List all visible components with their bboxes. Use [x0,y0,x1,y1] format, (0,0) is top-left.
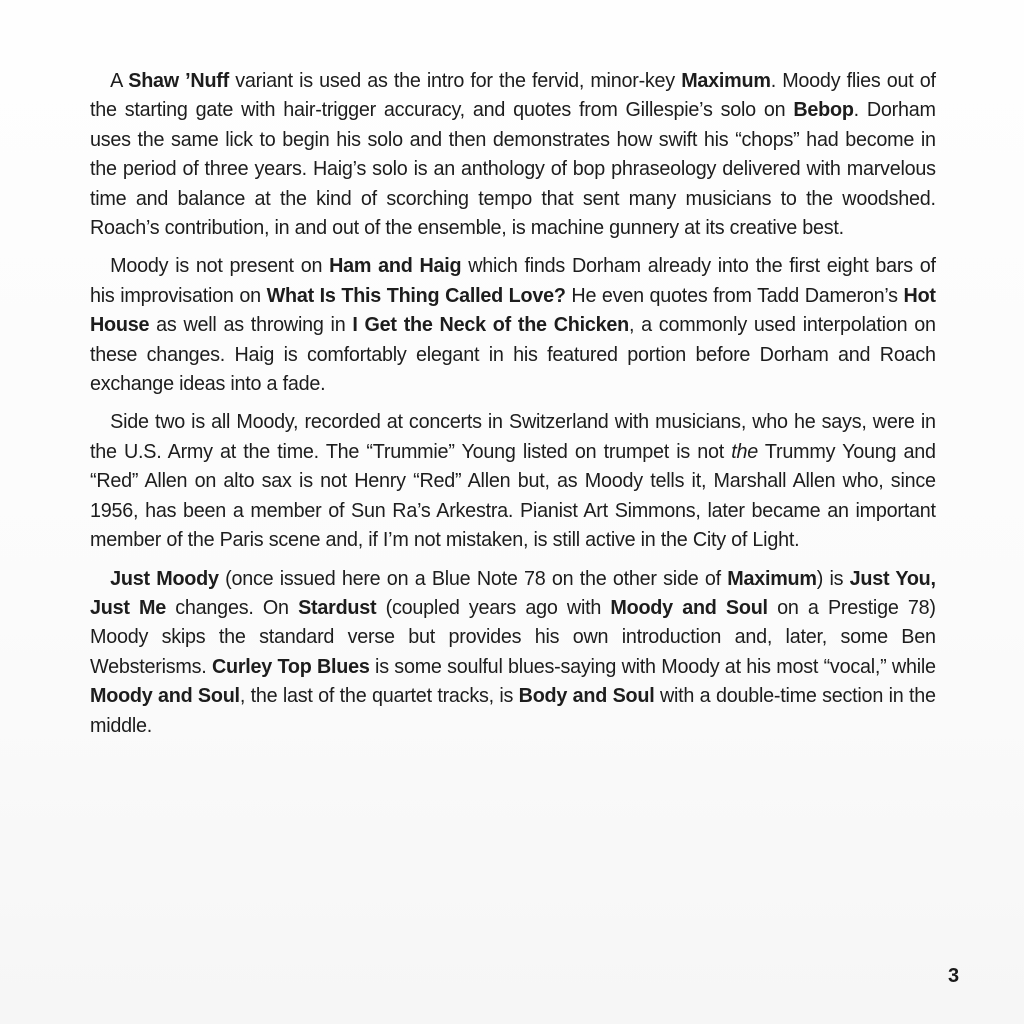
text-run: changes. On [165,595,299,619]
text-run: (once issued here on a Blue Note 78 on the other side of [218,566,728,590]
bold-title: Maximum [727,566,817,590]
bold-title: Moody and Soul [610,595,768,619]
text-run: Trummy Young and “Red” Allen on alto sax is not Henry “Red” Allen but, as Moody tells it, Marshall Allen who, since 1956, has been a member of Sun Ra’s Arkestra. Pianist Art Simmons, later became an important member of the Paris scene and, if I’m not mistaken, is still active in the City of Light. [90,439,936,552]
bold-title: Stardust [298,595,377,619]
paragraph-just-moody [90,564,936,740]
page-number: 3 [948,965,960,987]
italic-text: the [731,439,759,463]
text-run: , the last of the quartet tracks, is [239,684,519,708]
bold-title: Body and Soul [518,684,655,708]
bold-title: Curley Top Blues [211,654,370,678]
text-run: which finds Dorham already into the first eight bars of his improvisation on [90,254,936,307]
text-run: as well as throwing in [149,313,353,337]
bold-title: Just You, Just Me [90,566,936,619]
text-run: . Dorham uses the same lick to begin his solo and then demonstrates how swift his “chops” had become in the period of three years. Haig’s solo is an anthology of bop phraseology delivered with marvelous time and balance at the kind of scorching tempo that sent many musicians to the woodshed. Roach’s contribution, in and out of the ensemble, is machine gunnery at its creative best. [90,98,936,240]
paragraph-maximum [90,66,936,242]
bold-title: I Get the Neck of the Chicken [352,313,629,337]
text-run: on a Prestige 78) Moody skips the standard verse but provides his own introduction and, later, some Ben Websterisms. [90,595,936,678]
text-run: Side two is all Moody, recorded at concerts in Switzerland with musicians, who he says, were in the U.S. Army at the time. The “Trummie” Young listed on trumpet is not [90,410,936,463]
bold-title: What Is This Thing Called Love? [266,283,566,307]
text-run: . Moody flies out of the starting gate with hair-trigger accuracy, and quotes from Gillespie’s solo on [90,69,936,122]
bold-title: Bebop [793,98,854,122]
text-run: with a double-time section in the middle. [90,684,936,737]
text-run: is some soulful blues-saying with Moody at his most “vocal,” while [369,654,936,678]
bold-title: Moody and Soul [90,684,240,708]
bold-title: Hot House [90,283,936,337]
text-run: A [110,69,129,92]
paragraph-side-two [90,407,936,554]
text-run: (coupled years ago with [376,595,611,619]
bold-title: Shaw ’Nuff [128,69,229,92]
paragraph-ham-and-haig [90,251,936,398]
text-run: variant is used as the intro for the fervid, minor-key [228,69,682,92]
bold-title: Ham and Haig [329,254,462,278]
text-run: Moody is not present on [110,254,330,278]
text-run: , a commonly used interpolation on these changes. Haig is comfortably elegant in his featured portion before Dorham and Roach exchange ideas into a fade. [90,313,936,396]
body-text [90,66,936,749]
text-run: ) is [816,566,850,590]
text-run: He even quotes from Tadd Dameron’s [565,283,904,307]
bold-title: Maximum [681,69,771,92]
bold-title: Just Moody [110,566,219,590]
